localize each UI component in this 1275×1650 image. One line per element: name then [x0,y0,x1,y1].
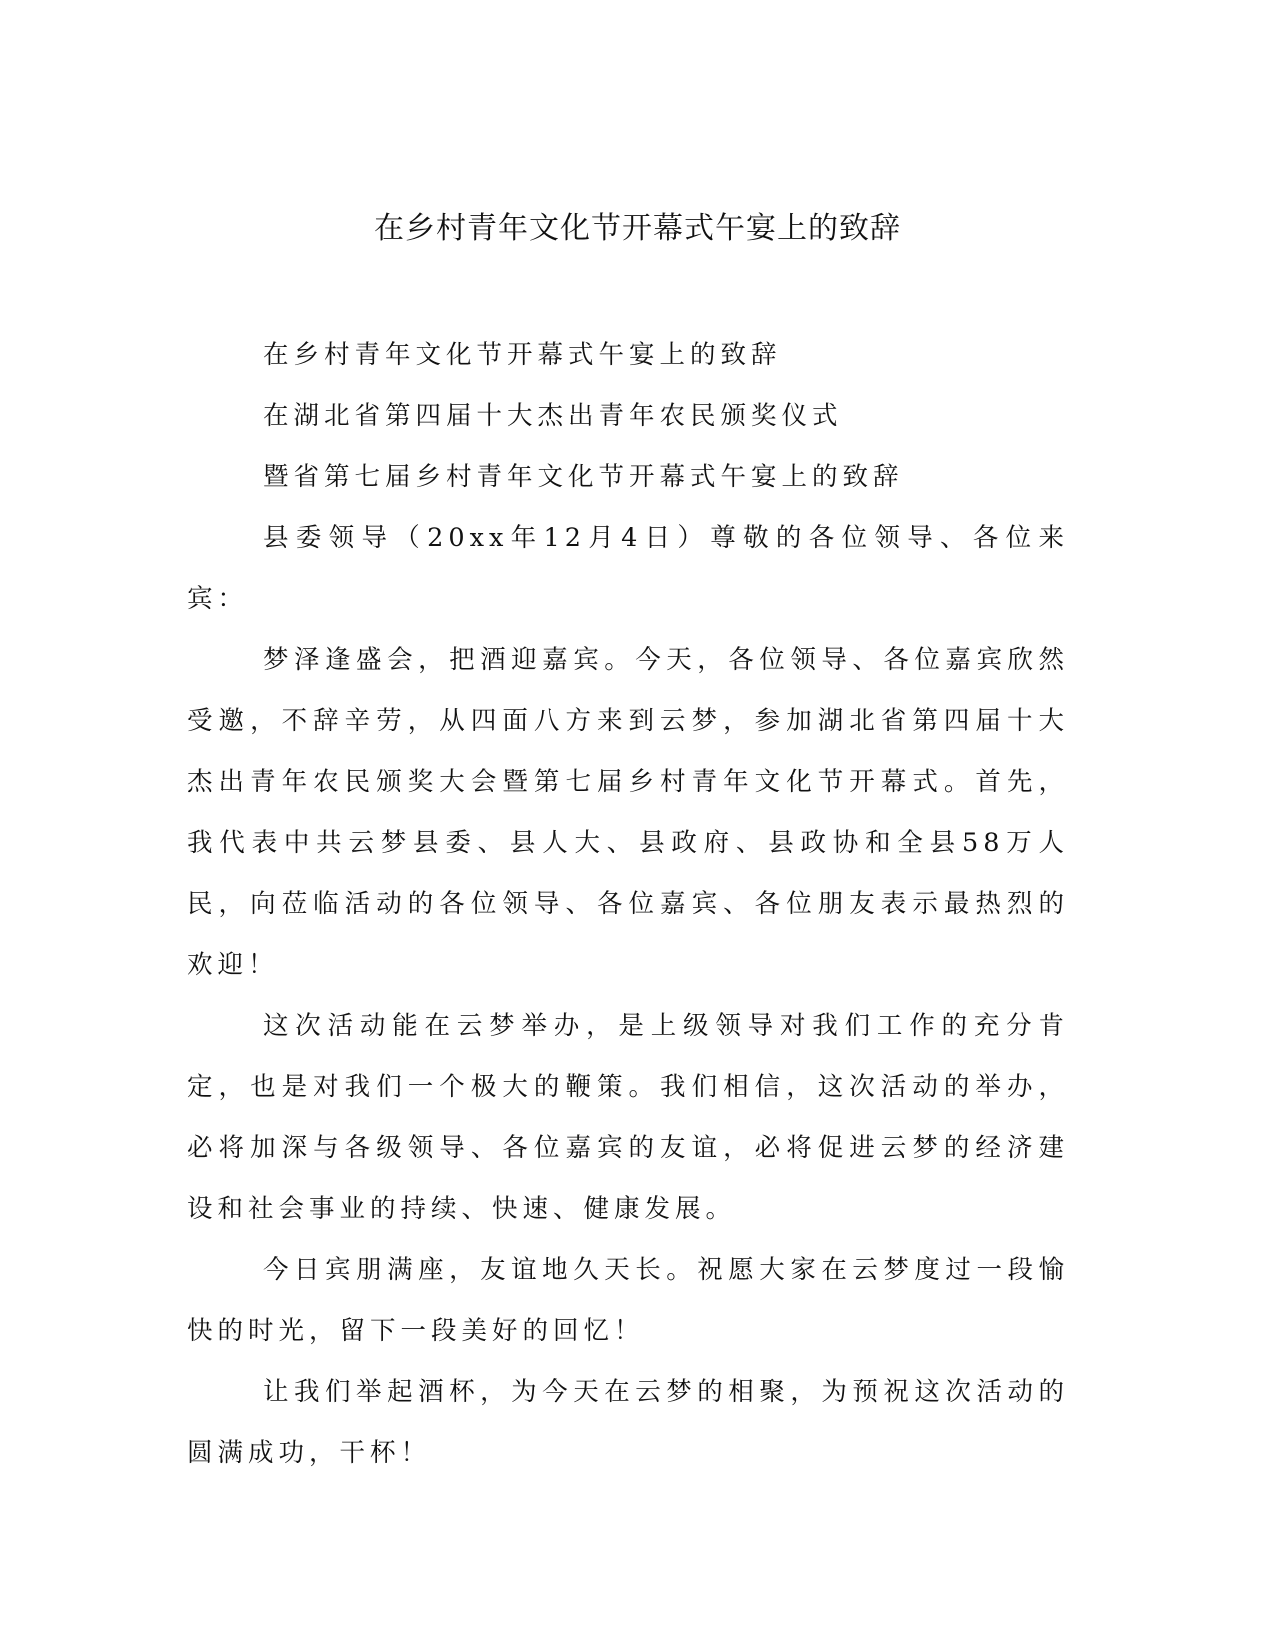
paragraph-wishes: 今日宾朋满座，友谊地久天长。祝愿大家在云梦度过一段愉快的时光，留下一段美好的回忆！ [187,1255,1069,1346]
document-body [187,325,1069,1484]
paragraph-toast: 让我们举起酒杯，为今天在云梦的相聚，为预祝这次活动的圆满成功，干杯！ [187,1377,1069,1468]
paragraph-event-line-1: 在湖北省第四届十大杰出青年农民颁奖仪式 [263,401,843,431]
paragraph-heading-repeat: 在乡村青年文化节开幕式午宴上的致辞 [263,340,782,370]
paragraph-event-line-2: 暨省第七届乡村青年文化节开幕式午宴上的致辞 [263,462,904,492]
paragraph-welcome: 梦泽逢盛会，把酒迎嘉宾。今天，各位领导、各位嘉宾欣然受邀，不辞辛劳，从四面八方来到云梦，参加湖北省第四届十大杰出青年农民颁奖大会暨第七届乡村青年文化节开幕式。首先，我代表中共云梦县委、县人大、县政府、县政协和全县58万人民，向莅临活动的各位领导、各位嘉宾、各位朋友表示最热烈的欢迎！ [187,645,1069,980]
document-title: 在乡村青年文化节开幕式午宴上的致辞 [374,211,901,246]
paragraph-significance: 这次活动能在云梦举办，是上级领导对我们工作的充分肯定，也是对我们一个极大的鞭策。我们相信，这次活动的举办，必将加深与各级领导、各位嘉宾的友谊，必将促进云梦的经济建设和社会事业的持续、快速、健康发展。 [187,1011,1069,1224]
paragraph-salutation: 县委领导（20xx年12月4日）尊敬的各位领导、各位来宾： [187,523,1069,614]
